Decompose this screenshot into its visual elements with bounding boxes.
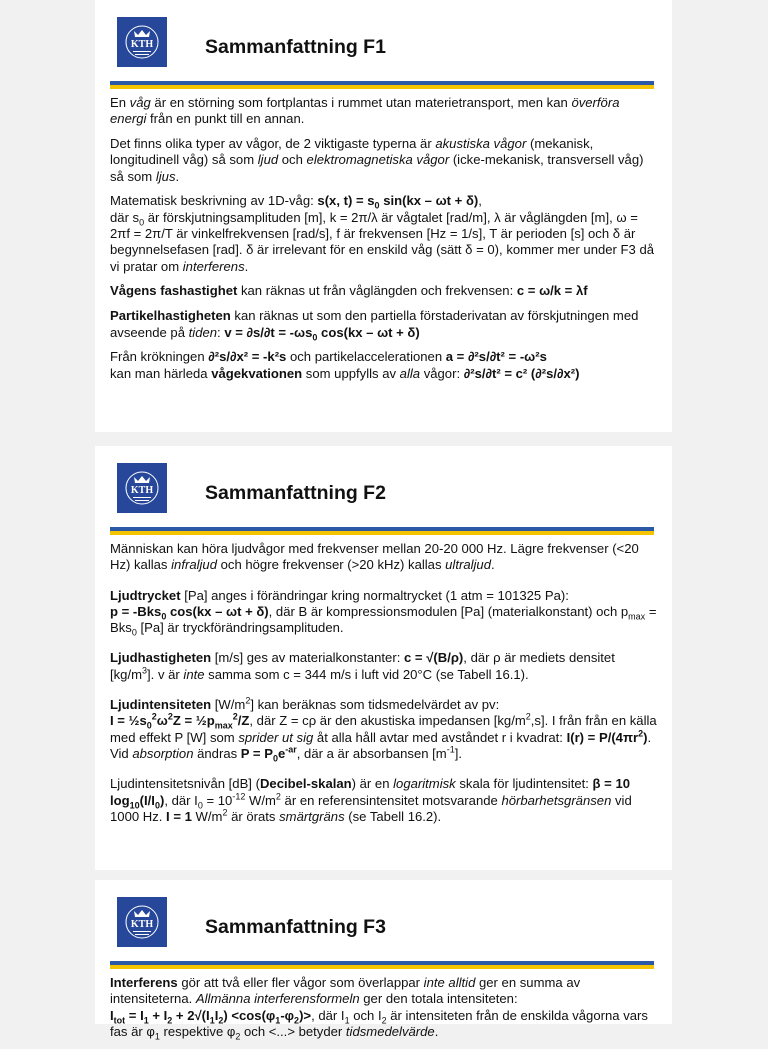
kth-logo: [117, 897, 167, 947]
paragraph: Ljudhastigheten [m/s] ges av materialkonstanter: c = √(B/ρ), där ρ är mediets densitet $[kg/m^3]$. v är inte samma som c = 344 m/s i luft vid 20°C (se Tabell 16.1).: [110, 650, 615, 682]
title-underline-yellow: [110, 85, 654, 89]
slide-body: [110, 975, 658, 1049]
slide-title: Sammanfattning F3: [205, 916, 386, 938]
slide-body: [110, 541, 658, 834]
slide-f2: [95, 446, 672, 870]
title-underline-yellow: [110, 531, 654, 535]
paragraph: Ljudintensiteten $[W/m^2]$ kan beräknas som tidsmedelvärdet av pv: $I = \frac{1}{2}s_0^2\omega^2Z$ = $\frac{1}{2}p_{max}^2/Z$, där Z = cρ är den akustiska impedansen $[kg/m^2,s]$. I från från en källa med effekt P [W] som sprider ut sig åt alla håll avtar med avståndet r i kvadrat: $I(r) = P/(4\pi r^2)$. Vid absorption ändras $P = P_0e^{-ar}$, där a är absorbansen $[m^{-1}]$.: [110, 695, 657, 764]
paragraph: Partikelhastigheten kan räknas ut som den partiella förstaderivatan av förskjutningen med avseende på tiden: $v = \partial s/\partial t = -\omega s_0$ cos(kx – ωt + δ): [110, 308, 639, 343]
slide-body: [110, 95, 658, 390]
slide-f1: [95, 0, 672, 432]
paragraph: Ljudintensitetsnivån [dB] (Decibel-skalan) är en logaritmisk skala för ljudintensitet: β = 10 $\log_{10}(I/I_0)$, där $I_0 = 10^{-12}$ $W/m^2$ är en referensintensitet motsvarande hörbarhetsgränsen vid 1000 Hz. I = 1 $W/m^2$ är örats smärtgräns (se Tabell 16.2).: [110, 776, 632, 824]
paragraph: En våg är en störning som fortplantas i rummet utan materietransport, men kan överföra energi från en punkt till en annan.: [110, 95, 620, 127]
paragraph: Människan kan höra ljudvågor med frekvenser mellan 20-20 000 Hz. Lägre frekvenser (<20 Hz) kallas infraljud och högre frekvenser (>20 kHz) kallas ultraljud.: [110, 541, 639, 573]
title-underline-yellow: [110, 965, 654, 969]
slide-f3: [95, 880, 672, 1042]
paragraph: Det finns olika typer av vågor, de 2 viktigaste typerna är akustiska vågor (mekanisk, longitudinell våg) så som ljud och elektromagnetiska vågor (icke-mekanisk, transversell våg) så som ljus.: [110, 136, 644, 184]
paragraph: Matematisk beskrivning av 1D-våg: s(x, $t) = s_0$ sin(kx – ωt + δ), där $s_0$ är förskjutningsamplituden [m], k = 2π/λ är vågtalet [rad/m], λ är våglängden [m], ω = 2πf = 2π/T är vinkelfrekvensen [rad/s], f är frekvensen [Hz = 1/s], T är perioden [s] och δ är begynnelsefasen [rad]. δ är irrelevant för en enskild våg (sätt δ = 0), kommer mer under F3 då vi pratar om interferens.: [110, 193, 655, 274]
logo-text: KTH: [130, 485, 154, 496]
paragraph: Från krökningen ∂²s/∂x² = -k²s och partikelaccelerationen a = ∂²s/∂t² = -ω²s kan man härleda vågekvationen som uppfylls av alla vågor: ∂²s/∂t² = c² (∂²s/∂x²): [110, 349, 580, 381]
logo-text: KTH: [130, 39, 154, 50]
paragraph: Vågens fashastighet kan räknas ut från våglängden och frekvensen: c = ω/k = λf: [110, 283, 588, 299]
kth-logo: [117, 17, 167, 67]
kth-logo: [117, 463, 167, 513]
paragraph: Ljudtrycket [Pa] anges i förändringar kring normaltrycket (1 atm = 101325 Pa): p = -Bks$_0$ cos(kx – ωt + δ), där B är kompressionsmodulen [Pa] (materialkonstant) och $p_{max} = Bks_0$ [Pa] är tryckförändringsamplituden.: [110, 587, 657, 638]
paragraph: Interferens gör att två eller fler vågor som överlappar inte alltid ger en summa av intensiteterna. Allmänna interferensformeln ger den totala intensiteten: $I_{tot} = I_1 + I_2 + 2√(I_1I_2) <\cos(\varphi_1-\varphi_2)>$, där $I_1$ och $I_2$ är intensiteten från de enskilda vågorna vars fas är $\varphi_1$ respektive $\varphi_2$ och <...> betyder tidsmedelvärde.: [110, 975, 648, 1042]
slide-title: Sammanfattning F2: [205, 482, 386, 504]
logo-text: KTH: [130, 919, 154, 930]
slide-title: Sammanfattning F1: [205, 36, 386, 58]
